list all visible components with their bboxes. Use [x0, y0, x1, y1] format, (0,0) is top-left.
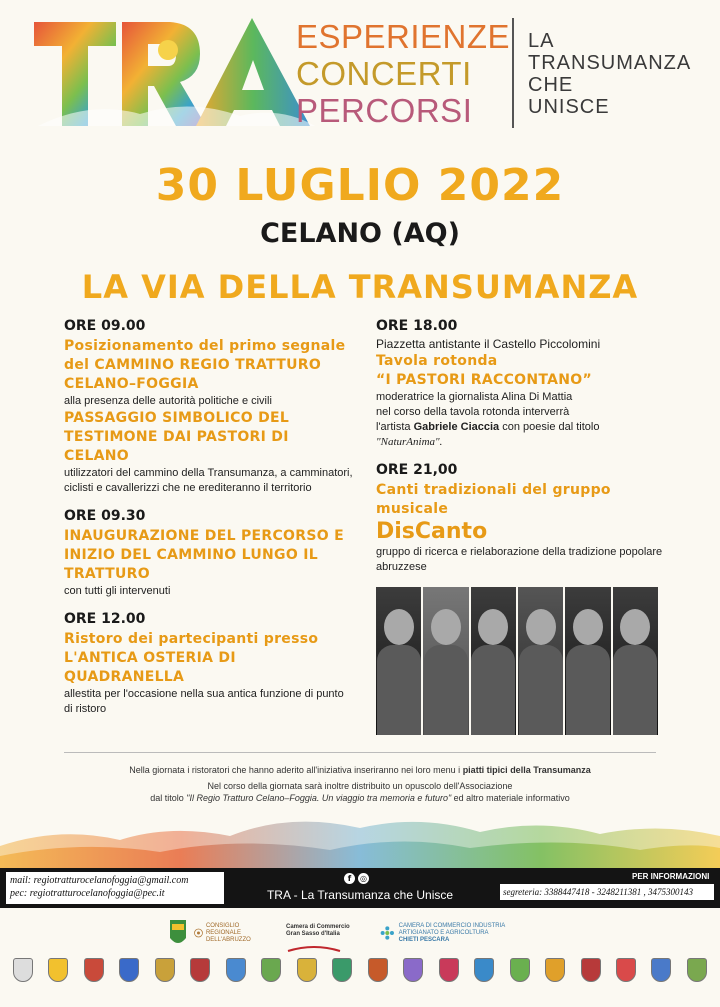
municipal-crest: [327, 958, 357, 1000]
program-block-0930: [64, 508, 354, 599]
abruzzo-region-logo: [168, 918, 188, 948]
camera-commercio-gransasso-logo: [286, 918, 356, 948]
block-heading: INAUGURAZIONE DEL PERCORSO E INIZIO DEL CAMMINO LUNGO IL TRATTURO: [64, 528, 344, 582]
band-member-photo: [565, 587, 610, 735]
contact-emails: [6, 872, 224, 904]
municipal-crest: [682, 958, 712, 1000]
tagline-line-3: PERCORSI: [296, 92, 473, 129]
instagram-icon[interactable]: ◎: [358, 873, 369, 884]
camera-chieti-text: [399, 923, 530, 944]
work-title-text: "NaturAnima".: [376, 436, 443, 448]
abruzzo-crest-icon: [168, 918, 188, 948]
block-heading-2: “I PASTORI RACCONTANO”: [376, 372, 592, 388]
block-description-3: [376, 420, 666, 435]
work-title: [376, 435, 666, 450]
facebook-icon[interactable]: f: [344, 873, 355, 884]
municipal-crest: [79, 958, 109, 1000]
booklet-title: "Il Regio Tratturo Celano–Foggia. Un viaggio tra memoria e futuro": [186, 793, 452, 803]
band-member-photo: [518, 587, 563, 735]
program-right-column: [376, 318, 666, 587]
block-description-2: nel corso della tavola rotonda interverrà: [376, 406, 570, 418]
artist-outro: con poesie dal titolo: [499, 421, 600, 433]
block-heading: Canti tradizionali del gruppo musicale: [376, 482, 611, 517]
sponsor-logos: [0, 914, 720, 954]
subtitle-line-4: UNISCE: [528, 96, 610, 118]
consiglio-seal-icon: [194, 924, 203, 942]
block-place: Piazzetta antistante il Castello Piccolomini: [376, 337, 601, 351]
program-left-column: [64, 318, 354, 729]
band-member-photo: [471, 587, 516, 735]
program-block-1800: [376, 318, 666, 450]
municipal-crest: [114, 958, 144, 1000]
header-divider: [512, 18, 514, 128]
camera-chieti-line-2: CHIETI PESCARA: [398, 936, 450, 943]
municipal-crest: [646, 958, 676, 1000]
municipal-crest: [363, 958, 393, 1000]
municipal-crest: [292, 958, 322, 1000]
camera-chieti-line-1: CAMERA DI COMMERCIO INDUSTRIA ARTIGIANATO E AGRICOLTURA: [398, 922, 505, 936]
tagline-line-2: CONCERTI: [296, 55, 472, 92]
flower-emblem-icon: [380, 922, 395, 944]
municipal-crest: [398, 958, 428, 1000]
block-heading: Tavola rotonda: [376, 353, 498, 369]
artist-name: Gabriele Ciaccia: [413, 421, 500, 433]
note-booklet-suffix: ed altro materiale informativo: [451, 793, 570, 803]
time-label: ORE 21,00: [376, 462, 458, 478]
tra-logo: [30, 14, 320, 132]
municipal-crest: [185, 958, 215, 1000]
subtitle-line-1: LA: [528, 30, 555, 52]
tagline: [296, 18, 510, 129]
block-description-1: moderatrice la giornalista Alina Di Mattia: [376, 391, 573, 403]
email-link[interactable]: mail: regiotratturocelanofoggia@gmail.com: [10, 875, 189, 886]
note-booklet-prefix: dal titolo: [150, 793, 187, 803]
block-heading-2: PASSAGGIO SIMBOLICO DEL TESTIMONE DAI PASTORI DI CELANO: [64, 410, 290, 464]
pec-link[interactable]: pec: regiotratturocelanofoggia@pec.it: [10, 888, 165, 899]
band-member-photo: [613, 587, 658, 735]
note-booklet-title: [0, 792, 720, 805]
band-member-photo: [376, 587, 421, 735]
band-name: DisCanto: [376, 519, 488, 544]
phone-numbers: segreteria: 3388447418 - 3248211381 , 3475300143: [500, 884, 714, 900]
footer-title: TRA - La Transumanza che Unisce: [266, 888, 454, 902]
municipal-crest: [469, 958, 499, 1000]
block-heading: Posizionamento del primo segnale del CAMMINO REGIO TRATTURO CELANO–FOGGIA: [64, 338, 346, 392]
block-description: allestita per l'occasione nella sua antica funzione di punto di ristoro: [64, 688, 344, 715]
block-description: gruppo di ricerca e rielaborazione della tradizione popolare abruzzese: [376, 546, 663, 573]
mountains-illustration: [0, 806, 720, 868]
municipality-crests: [8, 958, 712, 1000]
program-block-2100: [376, 462, 666, 575]
band-photo-strip: [376, 587, 658, 735]
event-place: CELANO (AQ): [260, 218, 460, 249]
band-member-photo: [423, 587, 468, 735]
municipal-crest: [576, 958, 606, 1000]
block-note: alla presenza delle autorità politiche e civili: [64, 395, 272, 407]
consiglio-regionale-logo: [194, 918, 264, 948]
swoosh-icon: [286, 945, 342, 953]
municipal-crest: [43, 958, 73, 1000]
note-restaurants: [0, 764, 720, 777]
program-block-1200: [64, 611, 354, 717]
municipal-crest: [434, 958, 464, 1000]
municipal-crest: [505, 958, 535, 1000]
municipal-crest: [8, 958, 38, 1000]
time-label: ORE 18.00: [376, 318, 458, 334]
time-label: ORE 09.30: [64, 508, 146, 524]
time-label: ORE 12.00: [64, 611, 146, 627]
header: [0, 0, 720, 140]
tagline-line-1: ESPERIENZE: [296, 18, 511, 55]
social-icons: [344, 873, 369, 884]
camera-gransasso-text: Camera di Commercio Gran Sasso d'Italia: [286, 924, 350, 937]
event-title: LA VIA DELLA TRANSUMANZA: [81, 268, 639, 306]
municipal-crest: [611, 958, 641, 1000]
note-restaurants-text: Nella giornata i ristoratori che hanno aderito all'iniziativa inseriranno nei loro menu i: [129, 765, 463, 775]
subtitle-line-3: CHE: [528, 74, 574, 96]
info-label: PER INFORMAZIONI: [632, 872, 710, 881]
block-description: utilizzatori del cammino della Transumanza, a camminatori, ciclisti e cavallerizzi che ne erediteranno il territorio: [64, 467, 353, 494]
divider: [64, 752, 656, 753]
note-restaurants-highlight: piatti tipici della Transumanza: [462, 765, 591, 775]
event-date: 30 LUGLIO 2022: [155, 160, 565, 211]
artist-intro: l'artista: [376, 421, 414, 433]
camera-commercio-chieti-logo: [380, 918, 530, 948]
municipal-crest: [221, 958, 251, 1000]
subtitle-line-2: TRANSUMANZA: [528, 52, 692, 74]
block-heading: Ristoro dei partecipanti presso L'ANTICA OSTERIA DI QUADRANELLA: [64, 631, 319, 685]
municipal-crest: [540, 958, 570, 1000]
block-description: con tutti gli intervenuti: [64, 585, 171, 597]
note-booklet: Nel corso della giornata sarà inoltre distribuito un opuscolo dell'Associazione: [207, 781, 513, 791]
municipal-crest: [256, 958, 286, 1000]
consiglio-text: CONSIGLIO REGIONALE DELL'ABRUZZO: [205, 922, 251, 943]
time-label: ORE 09.00: [64, 318, 146, 334]
footer: [0, 868, 720, 908]
program-block-0900: [64, 318, 354, 496]
header-subtitle: [528, 30, 691, 118]
municipal-crest: [150, 958, 180, 1000]
